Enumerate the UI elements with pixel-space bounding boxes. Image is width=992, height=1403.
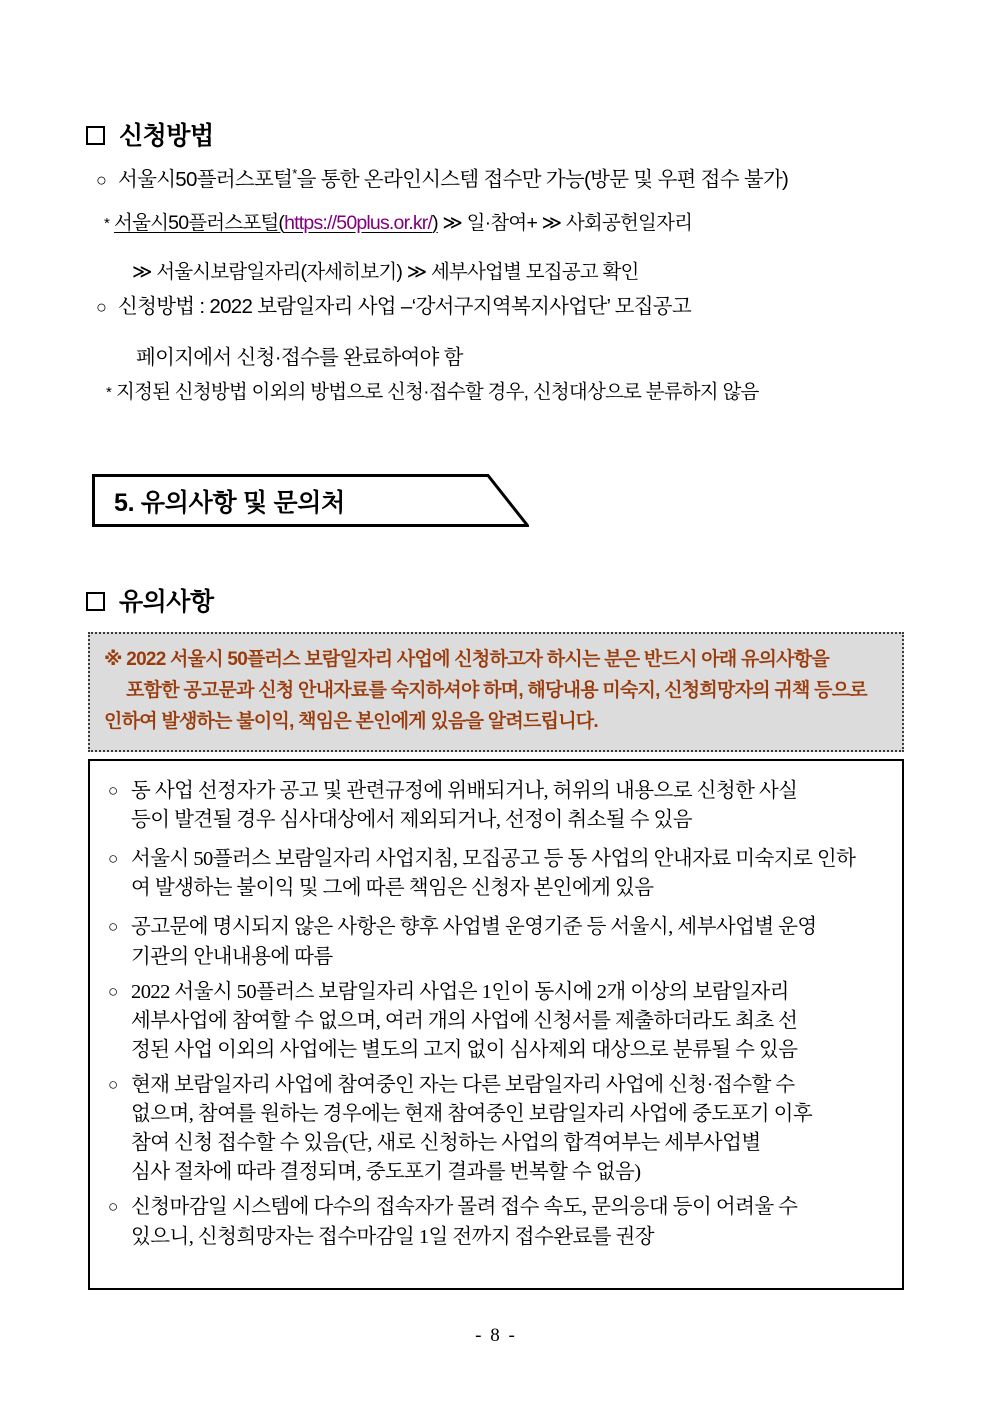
- precautions-list-box: [88, 759, 904, 1290]
- circle-bullet-icon: ○: [108, 1074, 118, 1094]
- list-item-text: 공고문에 명시되지 않은 사항은 향후 사업별 운영기준 등 서울시, 세부사업별 운영 기관의 안내내용에 따름: [131, 916, 817, 968]
- page-number: - 8 -: [475, 1325, 517, 1346]
- circle-bullet-icon: ○: [108, 1197, 118, 1217]
- portal-url[interactable]: https://50plus.or.kr/: [284, 212, 433, 234]
- circle-bullet-icon: ○: [96, 297, 107, 317]
- list-item: [108, 913, 888, 971]
- section-banner-5-label: 5. 유의사항 및 문의처: [114, 488, 345, 517]
- list-item-text: 서울시 50플러스 보람일자리 사업지침, 모집공고 등 동 사업의 안내자료 미숙지로 인하 여 발생하는 불이익 및 그에 따른 책임은 신청자 본인에게 있음: [131, 848, 856, 900]
- circle-bullet-icon: ○: [96, 170, 107, 190]
- circle-bullet-icon: ○: [108, 981, 118, 1001]
- list-item-apply-page-line1: 신청방법 : 2022 보람일자리 사업 –‘강서구지역복지사업단’ 모집공고: [118, 295, 691, 318]
- notice-line-3: 인하여 발생하는 불이익, 책임은 본인에게 있음을 알려드립니다.: [104, 710, 598, 732]
- list-item: [108, 1193, 888, 1251]
- heading-precautions: [86, 582, 214, 618]
- list-item-text: 현재 보람일자리 사업에 참여중인 자는 다른 보람일자리 사업에 신청·접수할 수 없으며, 참여를 원하는 경우에는 현재 참여중인 보람일자리 사업에 중도포기 이후 참여 신청 접수할 수 있음(단, 새로 신청하는 사업의 합격여부는 세부사업별 심사 절차에 따라 결정되며, 중도포기 결과를 번복할 수 없음): [131, 1073, 813, 1184]
- square-bullet-icon: [86, 592, 105, 611]
- heading-apply-method: [86, 116, 214, 152]
- notice-line-2: 포함한 공고문과 신청 안내자료를 숙지하셔야 하며, 해당내용 미숙지, 신청희망자의 귀책 등으로: [126, 679, 867, 701]
- circle-bullet-icon: ○: [108, 781, 118, 800]
- note-invalid-method: [106, 383, 759, 403]
- portal-link-group[interactable]: 서울시50플러스포털(https://50plus.or.kr/): [114, 212, 438, 234]
- list-item: [108, 978, 888, 1065]
- list-item-apply-page: [96, 297, 691, 318]
- list-item: [108, 777, 888, 835]
- list-item-apply-page-line2: 페이지에서 신청·접수를 완료하여야 함: [136, 346, 463, 369]
- portal-path-tail: ≫ 일·참여+ ≫ 사회공헌일자리: [437, 212, 693, 234]
- list-item-text: 2022 서울시 50플러스 보람일자리 사업은 1인이 동시에 2개 이상의 보람일자리 세부사업에 참여할 수 없으며, 여러 개의 사업에 신청서를 제출하더라도 최초 선 정된 사업 이외의 사업에는 별도의 고지 없이 심사제외 대상으로 분류될 수 있음: [131, 980, 798, 1061]
- note-invalid-method-text: 지정된 신청방법 이외의 방법으로 신청·접수할 경우, 신청대상으로 분류하지 않음: [116, 381, 759, 403]
- square-bullet-icon: [86, 126, 105, 145]
- list-item-online-only-text: 서울시50플러스포털*을 통한 온라인시스템 접수만 가능(방문 및 우편 접수 불가): [118, 166, 789, 191]
- footnote-star-icon: *: [106, 384, 112, 401]
- notice-box: [88, 632, 904, 752]
- list-item-text: 신청마감일 시스템에 다수의 접속자가 몰려 접수 속도, 문의응대 등이 어려울 수 있으니, 신청희망자는 접수마감일 1일 전까지 접수완료를 권장: [131, 1196, 798, 1248]
- footnote-star-marker: *: [292, 166, 297, 182]
- section-banner-5: [92, 474, 529, 527]
- note-portal-path-line2: ≫ 서울시보람일자리(자세히보기) ≫ 세부사업별 모집공고 확인: [132, 261, 639, 283]
- note-portal-path: [104, 214, 692, 234]
- list-item-online-only: [96, 166, 789, 191]
- footnote-star-icon: *: [104, 215, 110, 232]
- heading-precautions-label: 유의사항: [119, 588, 214, 616]
- list-item-text: 동 사업 선정자가 공고 및 관련규정에 위배되거나, 허위의 내용으로 신청한 사실 등이 발견될 경우 심사대상에서 제외되거나, 선정이 취소될 수 있음: [131, 780, 798, 832]
- heading-apply-method-label: 신청방법: [119, 122, 214, 150]
- circle-bullet-icon: ○: [108, 917, 118, 937]
- circle-bullet-icon: ○: [108, 849, 118, 869]
- notice-line-1: ※ 2022 서울시 50플러스 보람일자리 사업에 신청하고자 하시는 분은 반드시 아래 유의사항을: [104, 649, 829, 670]
- list-item: [108, 1071, 888, 1187]
- list-item: [108, 845, 888, 903]
